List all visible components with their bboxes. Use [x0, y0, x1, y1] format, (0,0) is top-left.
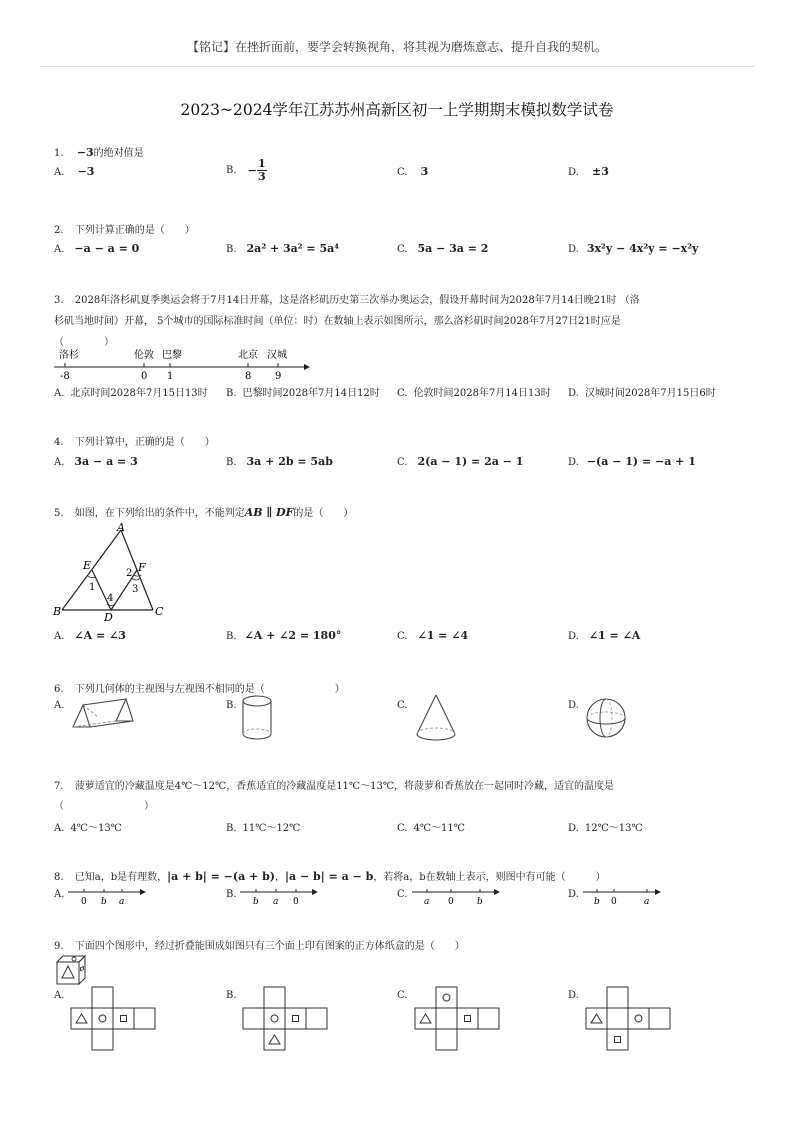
q2-option-a[interactable] — [54, 242, 139, 255]
option-label: B. — [226, 700, 237, 711]
q9-a-net — [70, 986, 160, 1054]
vertex-label: D — [104, 611, 113, 624]
circle-icon — [635, 1015, 642, 1022]
circle-icon — [72, 957, 76, 961]
option-value: 汉城时间2028年7月15日6时 — [584, 388, 716, 399]
option-label: C. — [397, 889, 408, 900]
option-label: B. — [226, 990, 237, 1001]
question-stem-tail: ，若将a，b在数轴上表示，则图中有可能（ ） — [373, 872, 606, 883]
city-label: 伦敦 — [134, 350, 154, 361]
option-label: C. — [397, 990, 408, 1001]
option-label: A. — [54, 823, 65, 834]
angle-arc — [88, 576, 95, 578]
option-value: −a − a = 0 — [74, 242, 140, 255]
tick-label: 0 — [448, 897, 454, 907]
q4-option-a[interactable] — [54, 455, 138, 468]
tick-label: a — [424, 897, 430, 907]
tick-label: 0 — [611, 897, 617, 907]
cube-reference-figure — [55, 954, 89, 988]
option-value: 4℃～11℃ — [413, 823, 465, 834]
option-value: 北京时间2028年7月15日13时 — [70, 388, 208, 399]
option-label: C. — [397, 388, 408, 399]
triangle-icon — [420, 1014, 431, 1023]
q9-option-b[interactable] — [226, 990, 237, 1001]
tick-label: b — [253, 897, 259, 907]
q6-option-b[interactable] — [226, 700, 237, 711]
circle-icon — [271, 1015, 278, 1022]
q4-option-b[interactable] — [226, 455, 333, 468]
q6-option-a[interactable] — [54, 700, 64, 711]
q8-b-number-line — [238, 884, 320, 910]
question-stem: 下列计算中，正确的是（ ） — [74, 437, 215, 448]
option-label: B. — [226, 457, 237, 468]
tick-label: 0 — [81, 897, 87, 907]
option-label: A. — [54, 990, 65, 1001]
square-icon — [81, 967, 84, 971]
option-label: C. — [397, 700, 408, 711]
option-label: A. — [54, 167, 65, 178]
q1-option-d[interactable] — [568, 165, 609, 178]
tick-label: b — [477, 897, 483, 907]
q7-option-d[interactable] — [568, 819, 643, 834]
triangle-icon — [62, 966, 74, 978]
vertex-label: C — [155, 605, 164, 618]
cylinder-icon — [238, 694, 278, 744]
option-value: ±3 — [592, 165, 609, 178]
city-label: 洛杉 — [59, 350, 79, 361]
q3-option-b[interactable] — [226, 384, 380, 399]
question-3-line-2: 杉矶当地时间）开幕， 5个城市的国际标准时间（单位：时）在数轴上表示如图所示，那么洛杉矶时间2028年7月27日21时应是 — [54, 316, 621, 327]
prism-icon — [70, 693, 136, 733]
question-8 — [54, 868, 606, 883]
option-value: 5a − 3a = 2 — [417, 242, 489, 255]
option-label: A. — [54, 889, 65, 900]
fraction — [257, 158, 267, 183]
q5-option-c[interactable] — [397, 629, 468, 642]
question-stem: 菠萝适宜的冷藏温度是4℃～12℃，香蕉适宜的冷藏温度是11℃～13℃，将菠萝和香蕉放在一起同时冷藏，适宜的温度是 — [74, 781, 615, 792]
q1-option-c[interactable] — [397, 165, 428, 178]
q8-option-c[interactable] — [397, 889, 407, 900]
circle-icon — [99, 1015, 106, 1022]
option-value: ∠1 = ∠4 — [417, 629, 469, 642]
option-label: A. — [54, 244, 65, 255]
option-value: 2a² + 3a² = 5a⁴ — [246, 242, 340, 255]
q7-option-c[interactable] — [397, 819, 465, 834]
option-label: A. — [54, 388, 65, 399]
question-9 — [54, 937, 465, 952]
question-number: 1. — [54, 148, 64, 159]
circle-icon — [443, 994, 450, 1001]
option-label: B. — [226, 244, 237, 255]
q4-option-c[interactable] — [397, 455, 523, 468]
q1-option-b[interactable] — [226, 158, 267, 183]
angle-arc — [134, 575, 141, 576]
option-value: 2(a − 1) = 2a − 1 — [417, 455, 524, 468]
option-label: D. — [568, 990, 579, 1001]
option-label: B. — [226, 388, 237, 399]
option-label: D. — [568, 823, 579, 834]
question-math: |a + b| = −(a + b) — [167, 870, 276, 883]
q7-option-b[interactable] — [226, 819, 300, 834]
question-2 — [54, 221, 195, 236]
question-1 — [54, 144, 144, 159]
option-label: C. — [397, 457, 408, 468]
option-label: B. — [226, 823, 237, 834]
vertex-label: B — [53, 605, 62, 618]
question-stem: 下面四个图形中，经过折叠能围成如图只有三个面上印有图案的正方体纸盒的是（ ） — [74, 941, 465, 952]
option-label: B. — [226, 631, 237, 642]
cone-icon — [412, 692, 460, 746]
option-value: 11℃～12℃ — [242, 823, 301, 834]
q9-option-c[interactable] — [397, 990, 407, 1001]
question-number: 4. — [54, 437, 64, 448]
angle-label: 4 — [107, 593, 114, 604]
option-label: D. — [568, 631, 579, 642]
option-value: ∠1 = ∠A — [588, 629, 641, 642]
option-value: 3a − a = 3 — [74, 455, 138, 468]
triangle-icon — [76, 1014, 87, 1023]
city-label: 巴黎 — [162, 350, 182, 361]
question-3-line-3: （ ） — [54, 337, 114, 348]
q4-option-d[interactable] — [568, 455, 696, 468]
q5-option-b[interactable] — [226, 629, 341, 642]
q8-option-a[interactable] — [54, 889, 64, 900]
option-label: D. — [568, 388, 579, 399]
option-label: A. — [54, 631, 65, 642]
option-sign: − — [247, 164, 257, 177]
city-label: 汉城 — [267, 350, 287, 361]
triangle-icon — [269, 1035, 280, 1044]
question-stem: 的绝对值是 — [93, 148, 144, 159]
fraction-denominator: 3 — [257, 170, 266, 183]
q8-d-number-line — [581, 884, 663, 910]
option-value: 3x²y − 4x²y = −x²y — [586, 242, 699, 255]
q6-option-d[interactable] — [568, 700, 579, 711]
question-math: −3 — [76, 146, 94, 159]
question-number: 5. — [54, 508, 64, 519]
q2-option-d[interactable] — [568, 242, 698, 255]
number-label: -8 — [60, 371, 70, 382]
question-number: 6. — [54, 684, 64, 695]
option-label: D. — [568, 889, 579, 900]
q5-option-d[interactable] — [568, 629, 640, 642]
option-label: B. — [226, 165, 237, 176]
q9-option-d[interactable] — [568, 990, 579, 1001]
option-value: 12℃～13℃ — [584, 823, 643, 834]
option-label: C. — [397, 167, 408, 178]
q9-option-a[interactable] — [54, 990, 64, 1001]
q3-option-d[interactable] — [568, 384, 716, 399]
timezone-number-line — [52, 346, 314, 382]
option-value: 4℃～13℃ — [70, 823, 122, 834]
square-icon — [293, 1016, 299, 1022]
question-stem: 如图，在下列给出的条件中，不能判定 — [74, 508, 245, 519]
triangle-figure — [52, 520, 170, 624]
q9-d-net — [585, 986, 675, 1054]
square-icon — [465, 1016, 471, 1022]
square-icon — [615, 1037, 621, 1043]
question-number: 7. — [54, 781, 64, 792]
q9-c-net — [414, 986, 504, 1054]
city-label: 北京 — [238, 350, 258, 361]
option-label: D. — [568, 167, 579, 178]
option-label: D. — [568, 700, 579, 711]
q3-option-c[interactable] — [397, 384, 551, 399]
square-icon — [121, 1016, 127, 1022]
question-separator: ， — [275, 872, 286, 883]
question-7-line-1 — [54, 777, 614, 792]
question-number: 9. — [54, 941, 64, 952]
angle-label: 1 — [89, 582, 96, 593]
option-value: 伦敦时间2028年7月14日13时 — [413, 388, 551, 399]
question-stem: 下列计算正确的是（ ） — [74, 225, 195, 236]
tick-label: a — [119, 897, 125, 907]
q3-option-a[interactable] — [54, 384, 208, 399]
number-label: 0 — [141, 371, 148, 382]
option-value: ∠A = ∠3 — [74, 629, 126, 642]
sphere-icon — [584, 696, 630, 742]
question-stem-tail: 的是（ ） — [293, 508, 354, 519]
option-label: B. — [226, 889, 237, 900]
header-divider — [40, 66, 754, 67]
question-number: 2. — [54, 225, 64, 236]
tick-label: a — [273, 897, 279, 907]
q8-option-b[interactable] — [226, 889, 237, 900]
question-3-line-1 — [54, 291, 640, 306]
question-number: 3. — [54, 295, 64, 306]
option-label: C. — [397, 631, 408, 642]
option-label: A. — [54, 457, 65, 468]
option-label: C. — [397, 823, 408, 834]
option-value: 3a + 2b = 5ab — [246, 455, 333, 468]
option-value: −(a − 1) = −a + 1 — [586, 455, 696, 468]
question-stem: 2028年洛杉矶夏季奥运会将于7月14日开幕，这是洛杉矶历史第三次举办奥运会，假设开幕时间为2028年7月14日晚21时 （洛 — [74, 295, 640, 306]
q2-option-c[interactable] — [397, 242, 488, 255]
q6-option-c[interactable] — [397, 700, 407, 711]
triangle-icon — [591, 1014, 602, 1023]
option-label: D. — [568, 457, 579, 468]
option-label: D. — [568, 244, 579, 255]
q8-option-d[interactable] — [568, 889, 579, 900]
page-title: 2023~2024学年江苏苏州高新区初一上学期期末模拟数学试卷 — [180, 101, 614, 119]
q9-b-net — [242, 986, 332, 1054]
fraction-numerator: 1 — [257, 157, 266, 170]
vertex-label: E — [83, 559, 92, 572]
option-label: A. — [54, 700, 65, 711]
question-5 — [54, 504, 353, 519]
number-label: 8 — [245, 371, 252, 382]
option-value: ∠A + ∠2 = 180° — [244, 629, 342, 642]
tick-label: b — [101, 897, 107, 907]
option-value: 巴黎时间2028年7月14日12时 — [242, 388, 380, 399]
vertex-label: F — [138, 561, 146, 574]
q1-option-a[interactable] — [54, 165, 94, 178]
q8-a-number-line — [66, 884, 148, 910]
option-value: 3 — [420, 165, 429, 178]
q7-option-a[interactable] — [54, 819, 122, 834]
q2-option-b[interactable] — [226, 242, 339, 255]
angle-arc — [132, 578, 140, 580]
question-math: |a − b| = a − b — [285, 870, 374, 883]
question-number: 8. — [54, 872, 64, 883]
question-math: AB ∥ DF — [244, 506, 294, 519]
q8-c-number-line — [410, 884, 502, 910]
tick-label: 0 — [293, 897, 299, 907]
vertex-label: A — [117, 521, 125, 534]
question-stem: 下列几何体的主视图与左视图不相同的是（ ） — [74, 684, 345, 695]
option-label: C. — [397, 244, 408, 255]
tick-label: b — [594, 897, 600, 907]
angle-label: 3 — [132, 584, 139, 595]
number-label: 9 — [275, 371, 282, 382]
angle-label: 2 — [126, 568, 133, 579]
question-4 — [54, 433, 215, 448]
question-7-line-2: （ ） — [54, 801, 154, 812]
motto-text: 【铭记】在挫折面前，要学会转换视角，将其视为磨炼意志、提升自我的契机。 — [186, 40, 607, 54]
q5-option-a[interactable] — [54, 629, 126, 642]
number-label: 1 — [167, 371, 174, 382]
tick-label: a — [644, 897, 650, 907]
option-value: −3 — [77, 165, 95, 178]
question-stem: 已知a，b是有理数， — [74, 872, 168, 883]
axis-arrow — [304, 364, 310, 370]
